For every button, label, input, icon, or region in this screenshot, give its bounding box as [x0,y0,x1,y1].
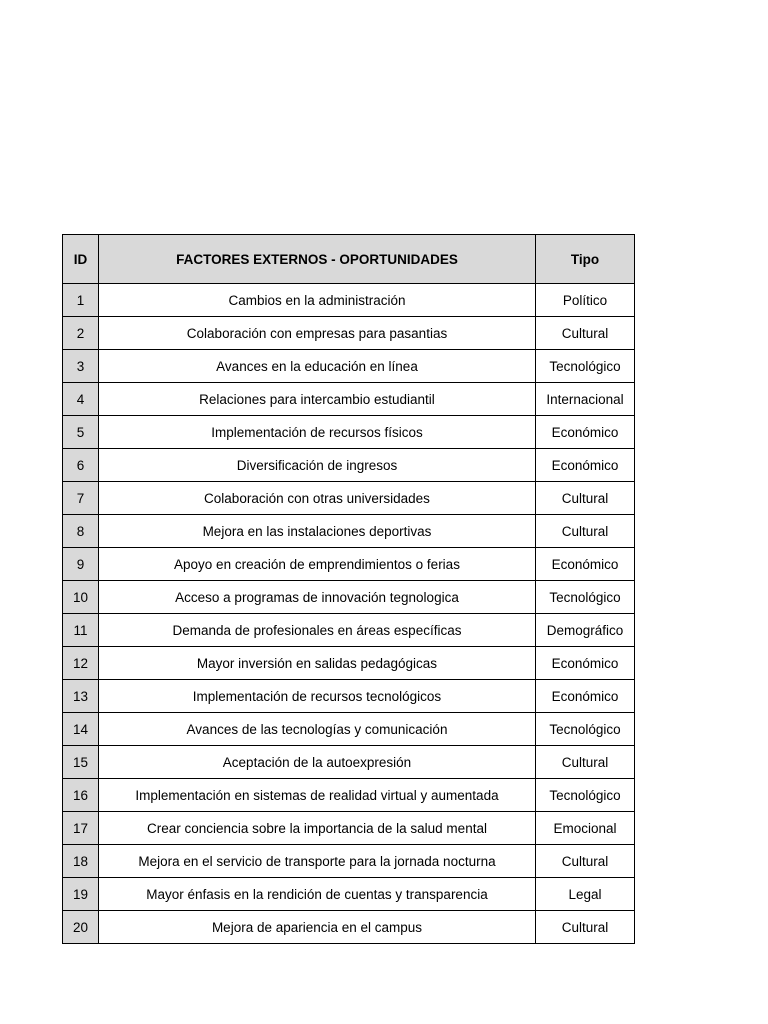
row-id-cell: 17 [63,812,99,845]
row-id-cell: 2 [63,317,99,350]
row-id-cell: 16 [63,779,99,812]
table-body [63,284,635,944]
row-factor-cell: Apoyo en creación de emprendimientos o ferias [99,548,536,581]
table-row [63,515,635,548]
table-row [63,746,635,779]
row-factor-cell: Crear conciencia sobre la importancia de la salud mental [99,812,536,845]
header-row [63,235,635,284]
table-row [63,482,635,515]
row-factor-cell: Cambios en la administración [99,284,536,317]
table-row [63,548,635,581]
table-row [63,317,635,350]
table-row [63,779,635,812]
row-type-cell: Emocional [536,812,635,845]
table-row [63,284,635,317]
row-factor-cell: Colaboración con empresas para pasantias [99,317,536,350]
row-id-cell: 3 [63,350,99,383]
row-type-cell: Cultural [536,746,635,779]
row-factor-cell: Avances de las tecnologías y comunicación [99,713,536,746]
row-type-cell: Cultural [536,911,635,944]
row-id-cell: 20 [63,911,99,944]
row-factor-cell: Mayor inversión en salidas pedagógicas [99,647,536,680]
row-id-cell: 10 [63,581,99,614]
row-type-cell: Económico [536,548,635,581]
row-factor-cell: Mejora de apariencia en el campus [99,911,536,944]
row-factor-cell: Demanda de profesionales en áreas específicas [99,614,536,647]
header-id: ID [63,235,99,284]
row-id-cell: 1 [63,284,99,317]
row-type-cell: Internacional [536,383,635,416]
row-id-cell: 13 [63,680,99,713]
row-type-cell: Cultural [536,845,635,878]
header-factor: FACTORES EXTERNOS - OPORTUNIDADES [99,235,536,284]
row-factor-cell: Implementación de recursos físicos [99,416,536,449]
row-id-cell: 6 [63,449,99,482]
row-id-cell: 11 [63,614,99,647]
row-type-cell: Económico [536,647,635,680]
row-factor-cell: Acceso a programas de innovación tegnologica [99,581,536,614]
row-factor-cell: Relaciones para intercambio estudiantil [99,383,536,416]
row-id-cell: 7 [63,482,99,515]
table-row [63,449,635,482]
table-row [63,350,635,383]
row-id-cell: 19 [63,878,99,911]
row-type-cell: Económico [536,449,635,482]
table-row [63,878,635,911]
table-row [63,911,635,944]
row-type-cell: Tecnológico [536,779,635,812]
row-type-cell: Económico [536,416,635,449]
table-row [63,614,635,647]
row-factor-cell: Implementación de recursos tecnológicos [99,680,536,713]
row-type-cell: Económico [536,680,635,713]
row-type-cell: Tecnológico [536,350,635,383]
row-factor-cell: Mejora en las instalaciones deportivas [99,515,536,548]
table-row [63,383,635,416]
header-type: Tipo [536,235,635,284]
table-row [63,845,635,878]
row-factor-cell: Diversificación de ingresos [99,449,536,482]
table-row [63,680,635,713]
row-type-cell: Político [536,284,635,317]
row-factor-cell: Implementación en sistemas de realidad virtual y aumentada [99,779,536,812]
row-factor-cell: Mejora en el servicio de transporte para la jornada nocturna [99,845,536,878]
row-type-cell: Cultural [536,317,635,350]
row-type-cell: Cultural [536,515,635,548]
table-row [63,812,635,845]
table-row [63,647,635,680]
row-id-cell: 14 [63,713,99,746]
opportunities-table [62,234,635,944]
row-type-cell: Cultural [536,482,635,515]
row-id-cell: 4 [63,383,99,416]
row-id-cell: 9 [63,548,99,581]
table-row [63,713,635,746]
table-row [63,416,635,449]
row-factor-cell: Colaboración con otras universidades [99,482,536,515]
row-factor-cell: Avances en la educación en línea [99,350,536,383]
row-id-cell: 8 [63,515,99,548]
row-factor-cell: Aceptación de la autoexpresión [99,746,536,779]
table-row [63,581,635,614]
table-header [63,235,635,284]
row-type-cell: Tecnológico [536,581,635,614]
row-type-cell: Demográfico [536,614,635,647]
row-id-cell: 5 [63,416,99,449]
row-id-cell: 15 [63,746,99,779]
row-factor-cell: Mayor énfasis en la rendición de cuentas y transparencia [99,878,536,911]
row-type-cell: Tecnológico [536,713,635,746]
row-type-cell: Legal [536,878,635,911]
row-id-cell: 12 [63,647,99,680]
row-id-cell: 18 [63,845,99,878]
